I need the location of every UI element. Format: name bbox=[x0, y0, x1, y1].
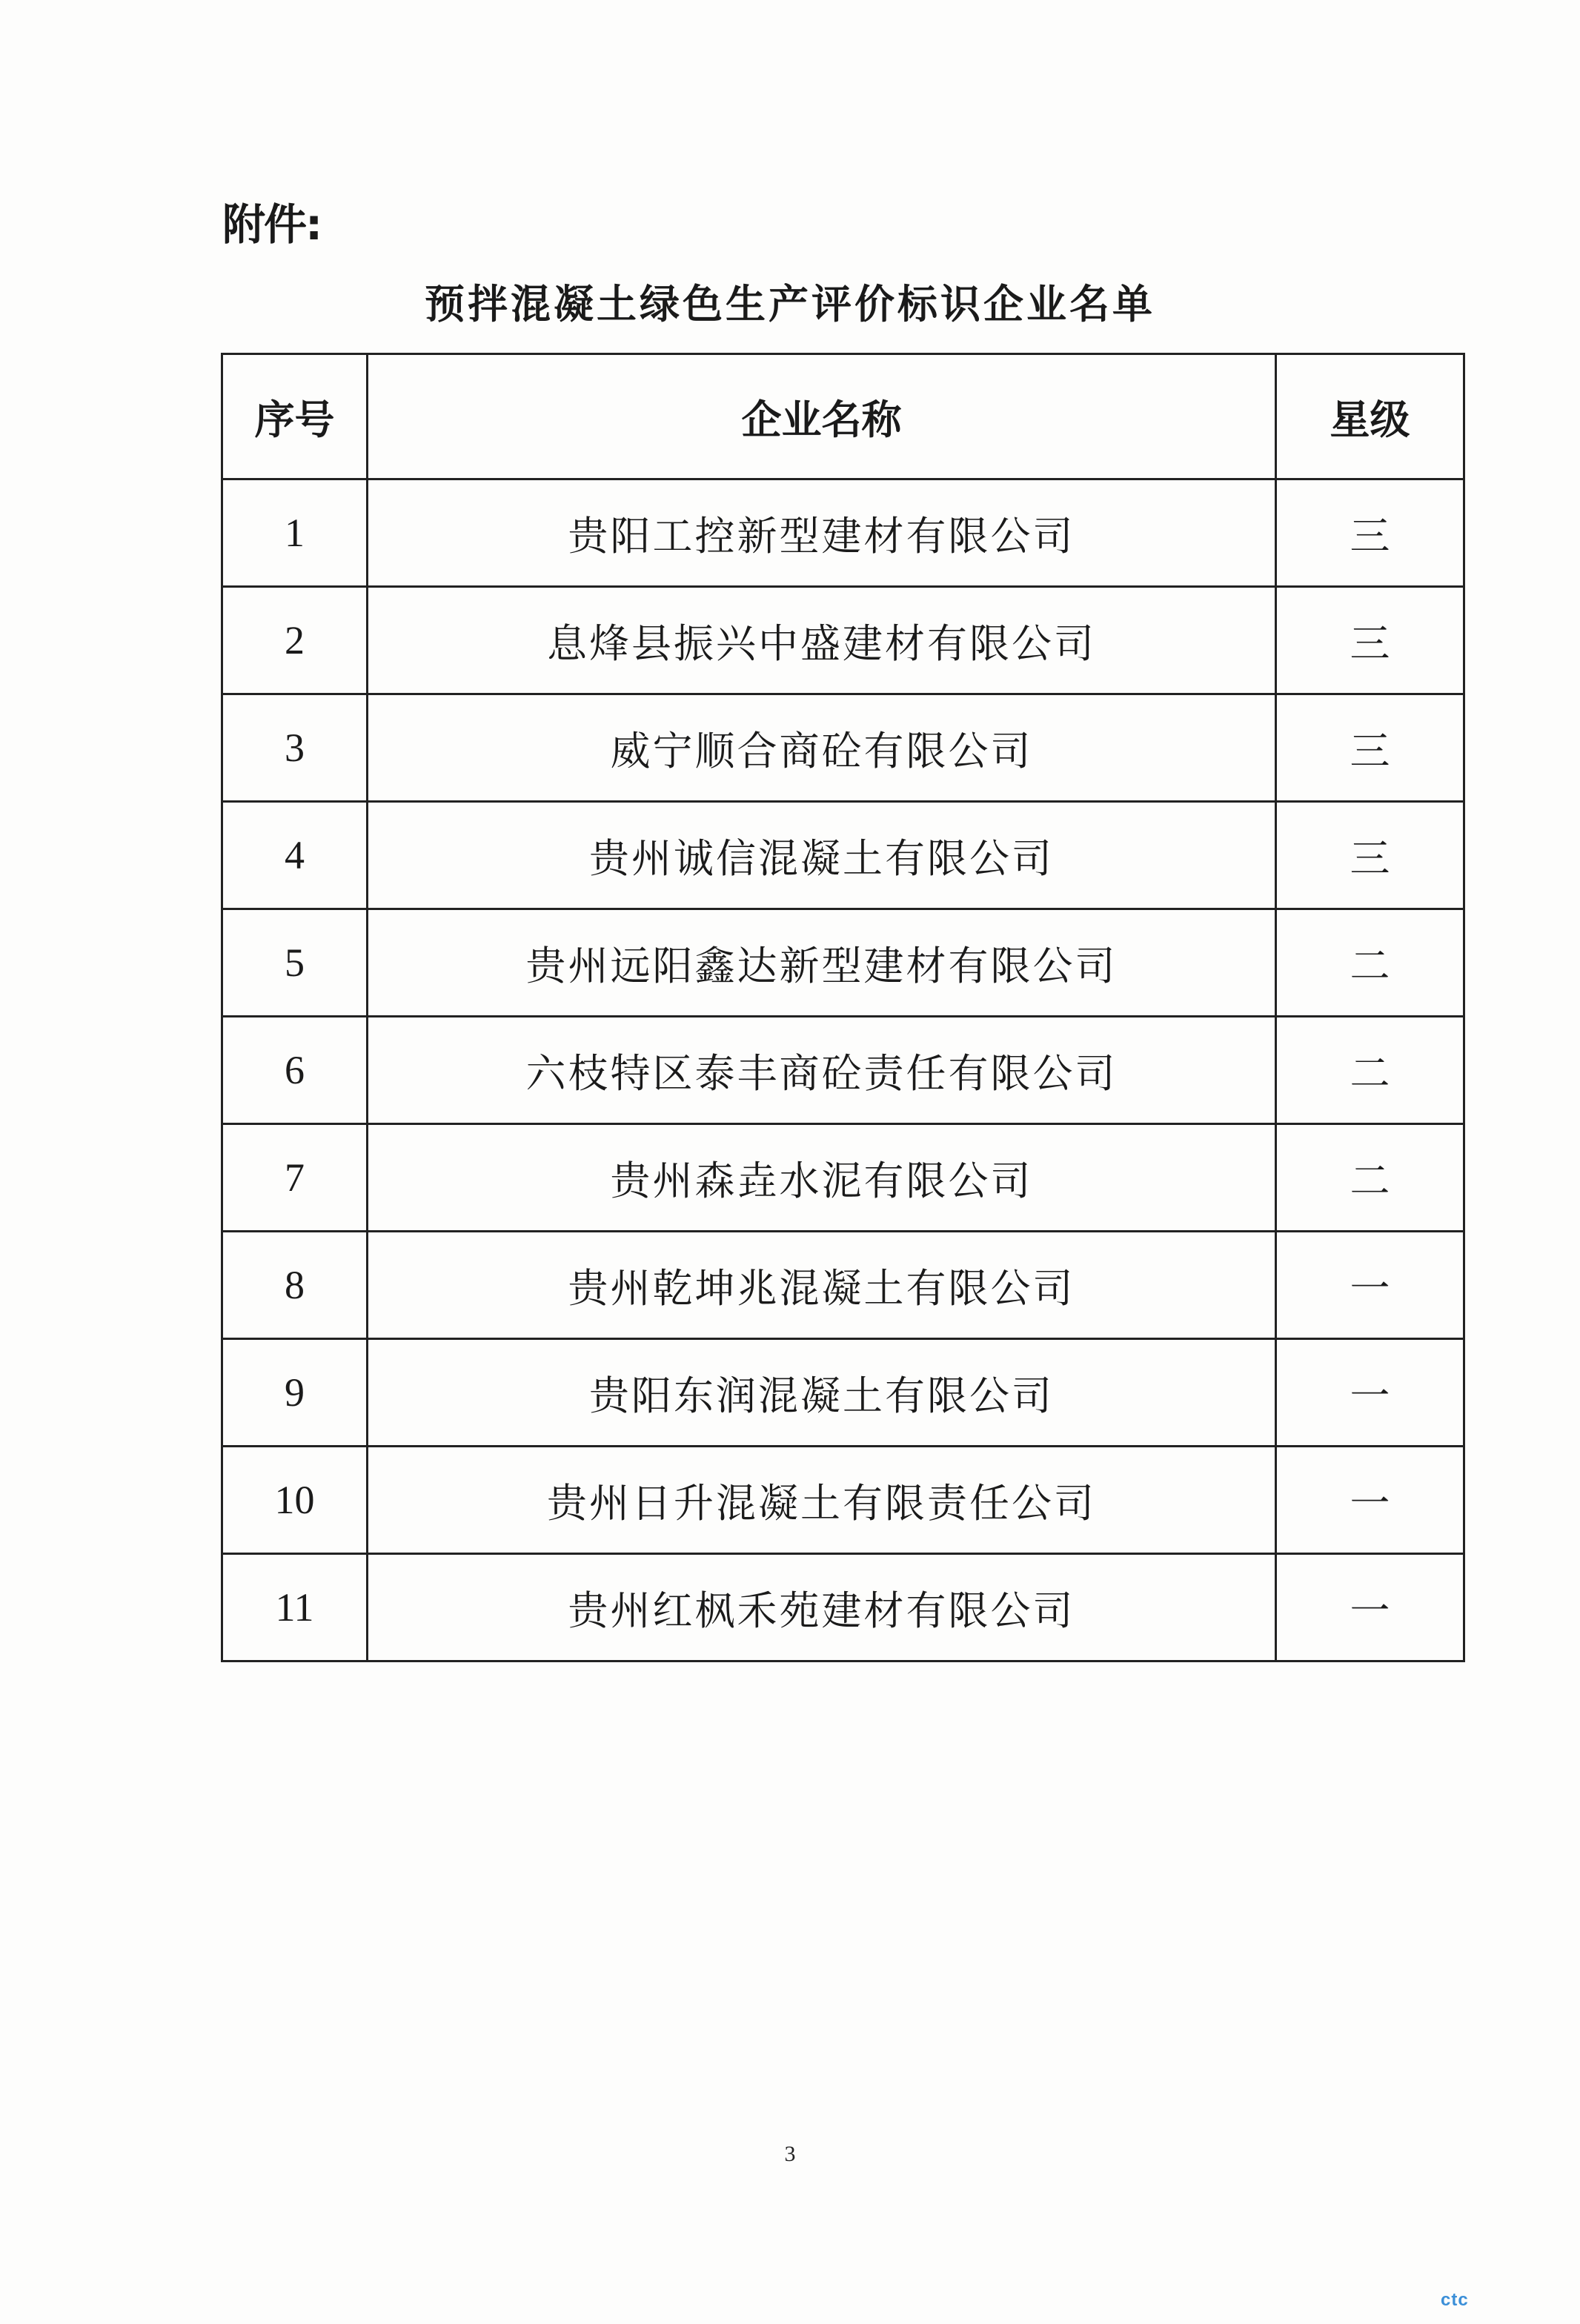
table-row bbox=[222, 479, 1464, 587]
row-number: 7 bbox=[222, 1124, 368, 1232]
table-row bbox=[222, 1447, 1464, 1554]
table-row bbox=[222, 1124, 1464, 1232]
header-star: 星级 bbox=[1276, 354, 1464, 479]
table-row bbox=[222, 1017, 1464, 1124]
row-number: 4 bbox=[222, 802, 368, 909]
company-name: 贵州乾坤兆混凝土有限公司 bbox=[368, 1232, 1276, 1339]
company-name: 贵州诚信混凝土有限公司 bbox=[368, 802, 1276, 909]
company-name: 息烽县振兴中盛建材有限公司 bbox=[368, 587, 1276, 694]
star-level: 三 bbox=[1276, 587, 1464, 694]
company-name: 贵阳东润混凝土有限公司 bbox=[368, 1339, 1276, 1447]
table-row bbox=[222, 1232, 1464, 1339]
table-row bbox=[222, 1554, 1464, 1661]
row-number: 5 bbox=[222, 909, 368, 1017]
star-level: 一 bbox=[1276, 1232, 1464, 1339]
company-name: 贵州远阳鑫达新型建材有限公司 bbox=[368, 909, 1276, 1017]
company-name: 六枝特区泰丰商砼责任有限公司 bbox=[368, 1017, 1276, 1124]
star-level: 二 bbox=[1276, 1017, 1464, 1124]
row-number: 1 bbox=[222, 479, 368, 587]
company-table bbox=[221, 353, 1465, 1662]
star-level: 二 bbox=[1276, 1124, 1464, 1232]
star-level: 一 bbox=[1276, 1339, 1464, 1447]
table-row bbox=[222, 694, 1464, 802]
company-name: 威宁顺合商砼有限公司 bbox=[368, 694, 1276, 802]
table-row bbox=[222, 802, 1464, 909]
row-number: 8 bbox=[222, 1232, 368, 1339]
table-row bbox=[222, 1339, 1464, 1447]
company-name: 贵州红枫禾苑建材有限公司 bbox=[368, 1554, 1276, 1661]
row-number: 3 bbox=[222, 694, 368, 802]
row-number: 6 bbox=[222, 1017, 368, 1124]
header-name: 企业名称 bbox=[368, 354, 1276, 479]
star-level: 三 bbox=[1276, 479, 1464, 587]
company-name: 贵州森垚水泥有限公司 bbox=[368, 1124, 1276, 1232]
star-level: 二 bbox=[1276, 909, 1464, 1017]
table-header-row bbox=[222, 354, 1464, 479]
table-row bbox=[222, 587, 1464, 694]
row-number: 2 bbox=[222, 587, 368, 694]
header-no: 序号 bbox=[222, 354, 368, 479]
table-row bbox=[222, 909, 1464, 1017]
row-number: 11 bbox=[222, 1554, 368, 1661]
row-number: 10 bbox=[222, 1447, 368, 1554]
scanner-watermark: ctc bbox=[1441, 2290, 1469, 2310]
row-number: 9 bbox=[222, 1339, 368, 1447]
star-level: 三 bbox=[1276, 802, 1464, 909]
company-name: 贵阳工控新型建材有限公司 bbox=[368, 479, 1276, 587]
attachment-label: 附件: bbox=[222, 199, 322, 250]
page-number: 3 bbox=[784, 2142, 796, 2166]
star-level: 三 bbox=[1276, 694, 1464, 802]
document-title: 预拌混凝土绿色生产评价标识企业名单 bbox=[425, 281, 1155, 328]
star-level: 一 bbox=[1276, 1554, 1464, 1661]
company-name: 贵州日升混凝土有限责任公司 bbox=[368, 1447, 1276, 1554]
star-level: 一 bbox=[1276, 1447, 1464, 1554]
